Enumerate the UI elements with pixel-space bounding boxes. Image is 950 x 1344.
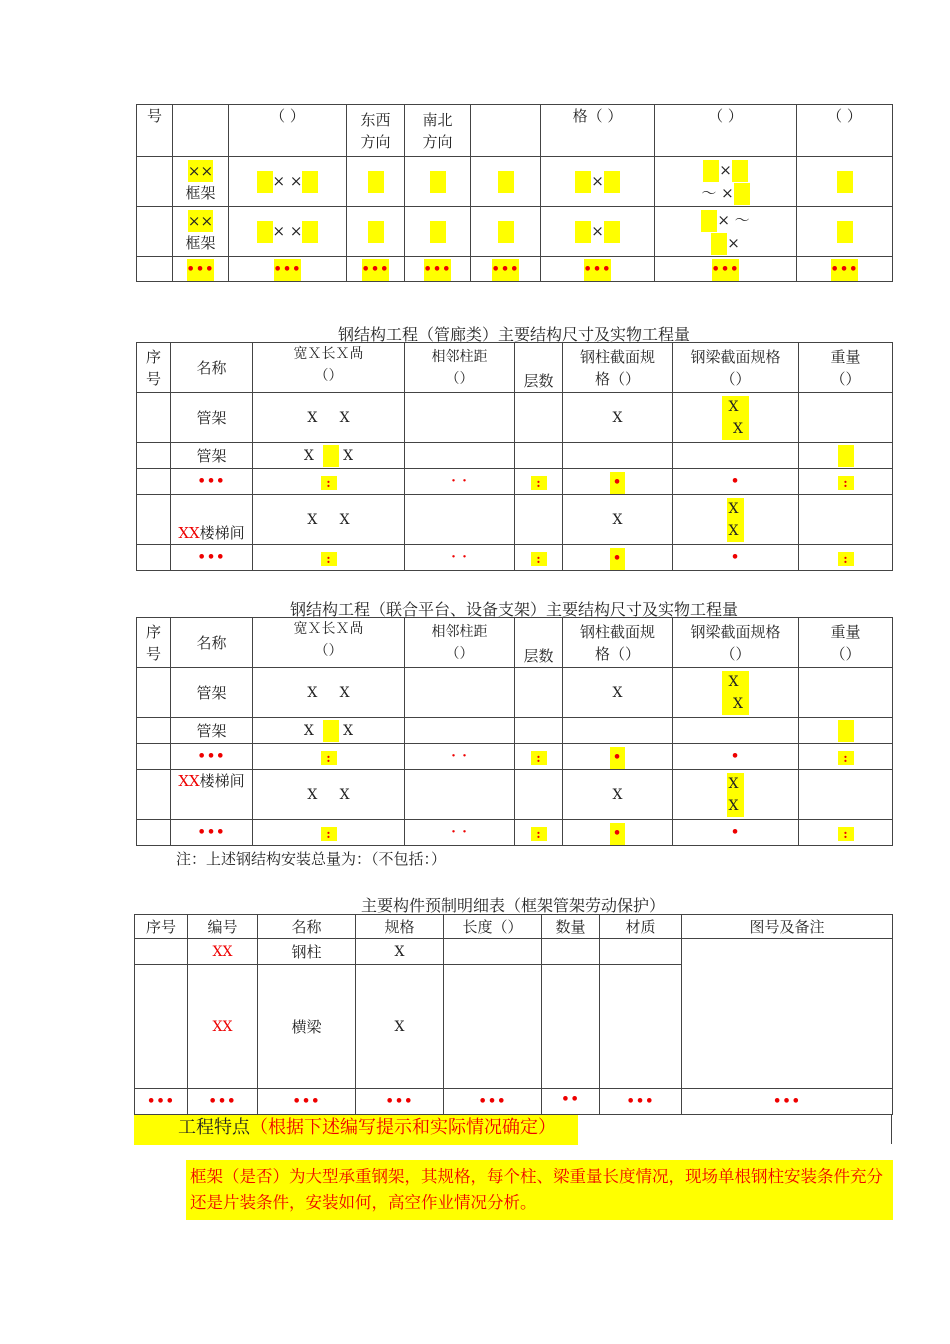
header-seq: 序 号 (137, 343, 171, 393)
header-length: 长度（） (444, 915, 542, 939)
header-seq: 序 号 (137, 618, 171, 668)
header-span: 相邻柱距 （） (405, 618, 515, 668)
table-row: XX楼梯间 X X X X X (137, 495, 893, 545)
header-size: 宽Ｘ长Ｘ咼 （） (253, 618, 405, 668)
header-span: 相邻柱距 （） (405, 343, 515, 393)
header-seq: 序号 (135, 915, 188, 939)
table-row: XX楼梯间 X X X X X (137, 770, 893, 820)
stair-cell: XX楼梯间 (171, 770, 253, 820)
pipe-gallery-table (136, 342, 893, 571)
table-row: ••• : · · : • • : (137, 820, 893, 846)
header-ew: 东西 方向 (347, 105, 405, 157)
header-col-spec: 格（ ） (541, 105, 655, 157)
header-col-spec: 钢柱截面规 格（） (563, 343, 673, 393)
header-floors: 层数 (515, 618, 563, 668)
header-weight: 重量 （） (799, 343, 893, 393)
table-row: 管架 X X X X X (137, 393, 893, 443)
header-name (173, 105, 229, 157)
platform-table (136, 617, 893, 846)
header-beam-spec: 钢梁截面规格 （） (673, 618, 799, 668)
table-row: ••• ••• ••• ••• ••• •• ••• ••• (135, 1089, 893, 1115)
header-weight: （ ） (797, 105, 893, 157)
total-note: 注：上述钢结构安装总量为：（不包括：） (176, 850, 447, 868)
table-row: ••• : · · : • • : (137, 469, 893, 495)
header-floors: 层数 (515, 343, 563, 393)
header-size: 宽Ｘ长Ｘ咼 （） (253, 343, 405, 393)
header-name: 名称 (258, 915, 356, 939)
header-spec: 规格 (356, 915, 444, 939)
header-floors (471, 105, 541, 157)
table-row: ×× 框架 × × × × ～ × (137, 207, 893, 257)
features-body: 框架（是否）为大型承重钢架，其规格，每个柱、梁重量长度情况，现场单根钢柱安装条件充分还是片装条件，安装如何，高空作业情况分析。 (186, 1160, 893, 1220)
frame-size-table (136, 104, 893, 282)
table-row: ••• : · · : • • : (137, 545, 893, 571)
header-beam-spec: 钢梁截面规格 （） (673, 343, 799, 393)
table-row: 管架 X X (137, 443, 893, 469)
prefab-table-title: 主要构件预制明细表（框架管架劳动保护） (360, 896, 665, 915)
table-row: 管架 X X X X X (137, 668, 893, 718)
header-material: 材质 (600, 915, 682, 939)
platform-table-title: 钢结构工程（联合平台、设备支架）主要结构尺寸及实物工程量 (289, 600, 738, 619)
header-col-spec: 钢柱截面规 格（） (563, 618, 673, 668)
header-code: 编号 (188, 915, 258, 939)
features-heading (134, 1115, 578, 1145)
header-ns: 南北 方向 (405, 105, 471, 157)
header-size: （ ） (229, 105, 347, 157)
header-seq: 号 (137, 105, 173, 157)
table-row: ••• ••• ••• ••• ••• ••• ••• ••• (137, 257, 893, 282)
header-name: 名称 (171, 343, 253, 393)
table-row: XX 横梁 X (135, 965, 893, 1089)
header-beam-spec: （ ） (655, 105, 797, 157)
stair-cell: XX楼梯间 (171, 495, 253, 545)
frame-name-cell: ×× 框架 (173, 157, 229, 207)
table-row: ••• : · · : • • : (137, 744, 893, 770)
header-drawing: 图号及备注 (682, 915, 893, 939)
prefab-table (134, 914, 893, 1115)
features-hint: （根据下述编写提示和实际情况确定） (250, 1117, 556, 1138)
table-row: 管架 X X (137, 718, 893, 744)
table-row: ×× 框架 × × × × ～ × (137, 157, 893, 207)
pipe-gallery-table-title: 钢结构工程（管廊类）主要结构尺寸及实物工程量 (337, 325, 690, 344)
features-title: 工程特点 (178, 1117, 250, 1138)
table-row: XX 钢柱 X (135, 939, 893, 965)
header-weight: 重量 （） (799, 618, 893, 668)
header-name: 名称 (171, 618, 253, 668)
frame-name-cell: ×× 框架 (173, 207, 229, 257)
header-qty: 数量 (542, 915, 600, 939)
